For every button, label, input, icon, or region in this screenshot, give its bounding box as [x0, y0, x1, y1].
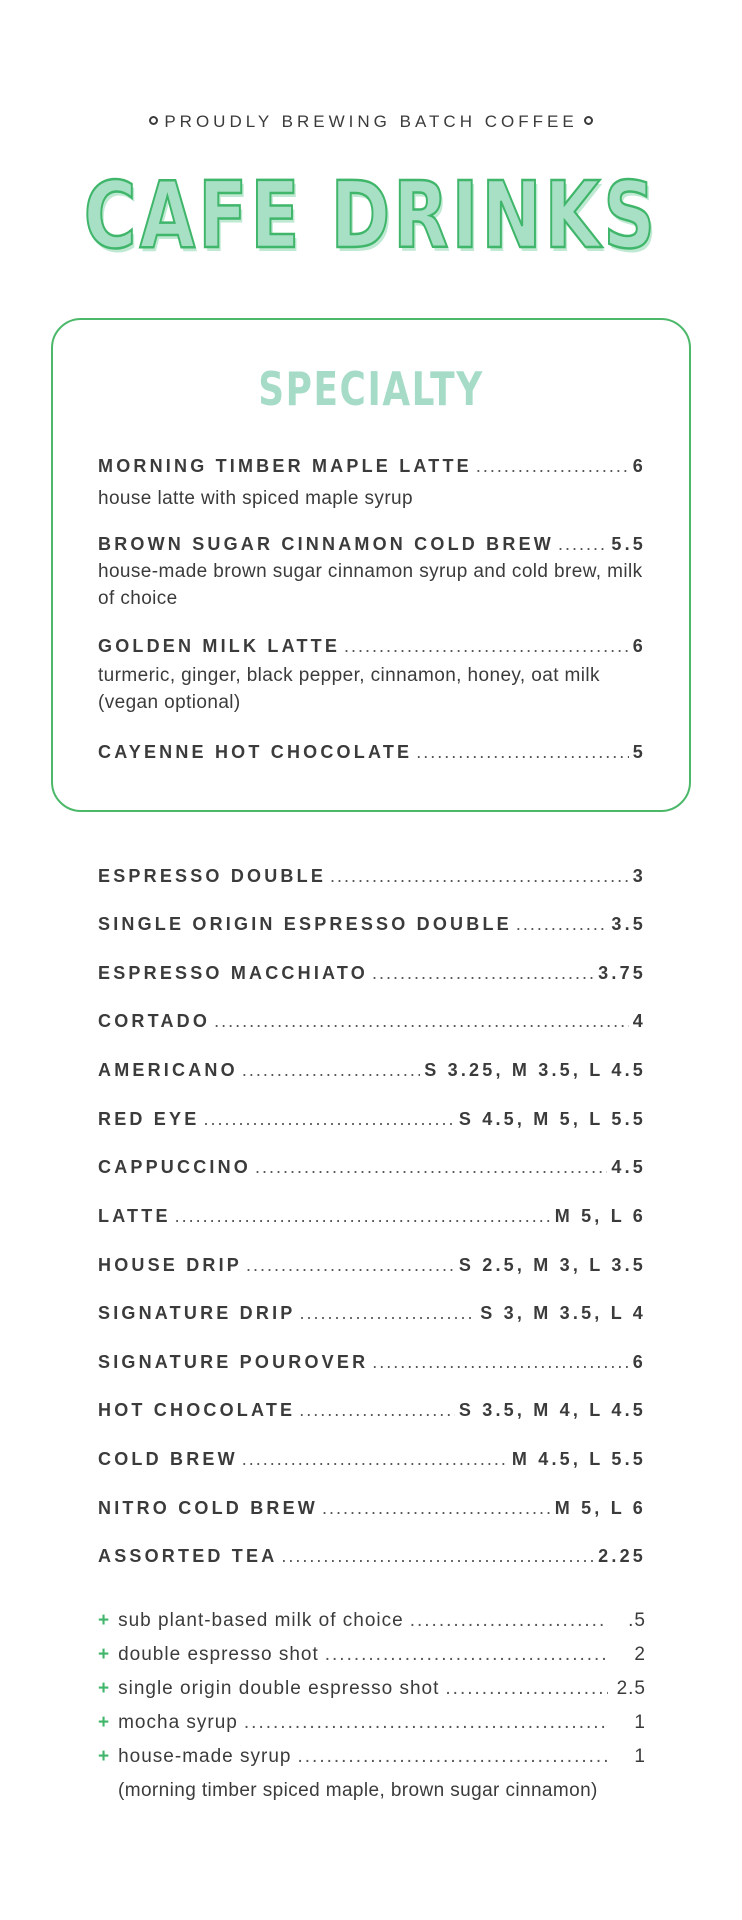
item-price: 3.5	[611, 914, 646, 934]
item-name: RED EYE	[98, 1109, 200, 1129]
item-description: turmeric, ginger, black pepper, cinnamon, honey, oat milk (vegan optional)	[98, 665, 600, 713]
specialty-item	[98, 534, 646, 555]
item-price: S 3, M 3.5, L 4	[480, 1303, 646, 1323]
addon-price: 1	[634, 1712, 646, 1733]
item-name: CORTADO	[98, 1011, 211, 1031]
addon-item	[98, 1644, 646, 1666]
item-name: CAYENNE HOT CHOCOLATE	[98, 742, 413, 762]
menu-item	[98, 1255, 646, 1276]
menu-item	[98, 1206, 646, 1227]
plus-icon: +	[98, 1644, 111, 1665]
item-description: house-made brown sugar cinnamon syrup and cold brew, milk of choice	[98, 561, 643, 609]
addon-price: 2.5	[616, 1678, 646, 1699]
item-price: S 2.5, M 3, L 3.5	[458, 1255, 646, 1275]
item-price: 4.5	[611, 1157, 646, 1177]
item-price: 6	[632, 1352, 646, 1372]
item-price: 4	[632, 1011, 646, 1031]
item-name: COLD BREW	[98, 1449, 238, 1469]
menu-item	[98, 1303, 646, 1324]
menu-item	[98, 1352, 646, 1373]
item-name: GOLDEN MILK LATTE	[98, 636, 341, 656]
item-name: BROWN SUGAR CINNAMON COLD BREW	[98, 534, 554, 554]
specialty-title: SPECIALTY	[258, 362, 484, 416]
dot-leader	[325, 1644, 608, 1666]
menu-item	[98, 914, 646, 935]
addon-name: sub plant-based milk of choice	[118, 1610, 404, 1631]
addon-name: mocha syrup	[118, 1712, 238, 1733]
addon-name: double espresso shot	[118, 1644, 319, 1665]
addon-item	[98, 1712, 646, 1734]
addon-name: house-made syrup	[118, 1746, 292, 1767]
plus-icon: +	[98, 1712, 111, 1733]
dot-leader	[297, 1746, 608, 1768]
item-price: 3	[632, 866, 646, 886]
item-price: 5.5	[611, 534, 646, 554]
dot-leader	[330, 866, 629, 887]
item-price: M 4.5, L 5.5	[511, 1449, 646, 1469]
specialty-item	[98, 456, 646, 477]
item-price: 6	[632, 456, 646, 476]
addon-price: 2	[634, 1644, 646, 1665]
item-name: HOT CHOCOLATE	[98, 1400, 296, 1420]
plus-icon: +	[98, 1678, 111, 1699]
dot-leader	[255, 1157, 607, 1178]
dot-leader	[372, 963, 594, 984]
item-price: 2.25	[598, 1546, 646, 1566]
page-title: CAFE DRINKS	[83, 162, 659, 269]
dot-leader	[516, 914, 608, 935]
addon-name: single origin double espresso shot	[118, 1678, 440, 1699]
item-price: S 4.5, M 5, L 5.5	[458, 1109, 646, 1129]
plus-icon: +	[98, 1610, 111, 1631]
addon-price: .5	[628, 1610, 646, 1631]
menu-item	[98, 1498, 646, 1519]
circle-ornament-icon	[584, 116, 593, 125]
item-name: LATTE	[98, 1206, 171, 1226]
item-price: S 3.25, M 3.5, L 4.5	[424, 1060, 646, 1080]
dot-leader	[416, 742, 629, 763]
addon-item	[98, 1610, 646, 1632]
menu-item	[98, 963, 646, 984]
item-price: 5	[632, 742, 646, 762]
dot-leader	[175, 1206, 551, 1227]
dot-leader	[344, 636, 629, 657]
dot-leader	[372, 1352, 628, 1373]
menu-item	[98, 1157, 646, 1178]
specialty-item	[98, 636, 646, 657]
item-price: 3.75	[598, 963, 646, 983]
tagline-text: PROUDLY BREWING BATCH COFFEE	[164, 112, 578, 131]
item-name: ASSORTED TEA	[98, 1546, 278, 1566]
menu-item	[98, 866, 646, 887]
dot-leader	[445, 1678, 608, 1700]
dot-leader	[299, 1303, 476, 1324]
plus-icon: +	[98, 1746, 111, 1767]
specialty-item	[98, 742, 646, 763]
dot-leader	[203, 1109, 454, 1130]
circle-ornament-icon	[149, 116, 158, 125]
item-name: SINGLE ORIGIN ESPRESSO DOUBLE	[98, 914, 512, 934]
dot-leader	[242, 1449, 508, 1470]
menu-item	[98, 1011, 646, 1032]
item-price: M 5, L 6	[554, 1206, 646, 1226]
addon-item	[98, 1678, 646, 1700]
item-name: HOUSE DRIP	[98, 1255, 243, 1275]
item-name: AMERICANO	[98, 1060, 238, 1080]
dot-leader	[410, 1610, 608, 1632]
menu-item	[98, 1400, 646, 1421]
dot-leader	[322, 1498, 551, 1519]
item-price: 6	[632, 636, 646, 656]
item-name: ESPRESSO MACCHIATO	[98, 963, 368, 983]
menu-item	[98, 1449, 646, 1470]
syrup-note: (morning timber spiced maple, brown sugar cinnamon)	[118, 1780, 598, 1801]
dot-leader	[244, 1712, 608, 1734]
dot-leader	[476, 456, 629, 477]
item-name: CAPPUCCINO	[98, 1157, 252, 1177]
item-price: M 5, L 6	[554, 1498, 646, 1518]
addon-price: 1	[634, 1746, 646, 1767]
dot-leader	[281, 1546, 594, 1567]
item-name: MORNING TIMBER MAPLE LATTE	[98, 456, 472, 476]
dot-leader	[242, 1060, 420, 1081]
item-name: NITRO COLD BREW	[98, 1498, 318, 1518]
item-name: SIGNATURE DRIP	[98, 1303, 296, 1323]
dot-leader	[214, 1011, 629, 1032]
item-name: ESPRESSO DOUBLE	[98, 866, 327, 886]
menu-item	[98, 1109, 646, 1130]
dot-leader	[558, 534, 607, 555]
tagline	[0, 112, 742, 132]
item-description: house latte with spiced maple syrup	[98, 488, 413, 509]
item-name: SIGNATURE POUROVER	[98, 1352, 369, 1372]
menu-item	[98, 1060, 646, 1081]
menu-item	[98, 1546, 646, 1567]
item-price: S 3.5, M 4, L 4.5	[458, 1400, 646, 1420]
addon-item	[98, 1746, 646, 1768]
dot-leader	[299, 1400, 455, 1421]
dot-leader	[246, 1255, 455, 1276]
